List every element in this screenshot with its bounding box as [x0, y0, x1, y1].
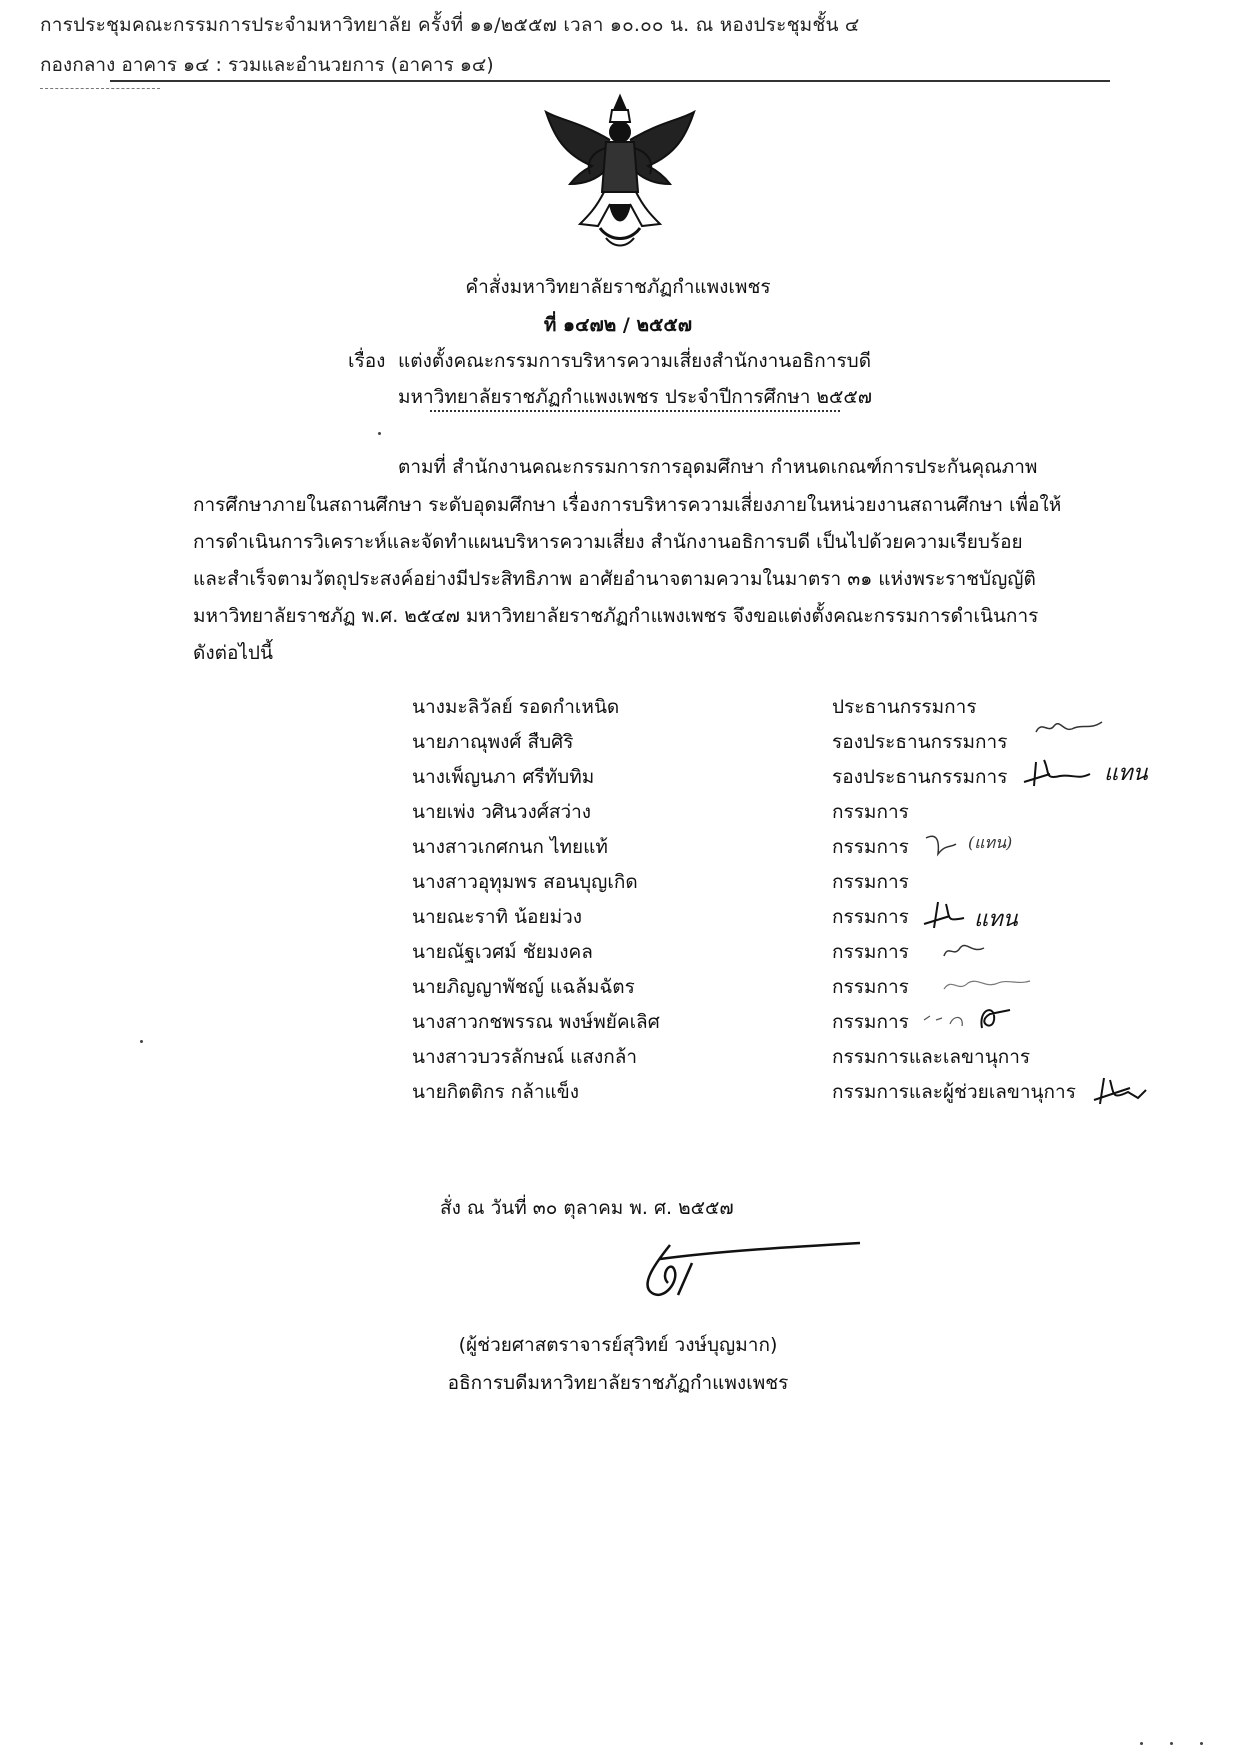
- dotted-divider: [430, 410, 840, 412]
- issue-date: สั่ง ณ วันที่ ๓๐ ตุลาคม พ. ศ. ๒๕๕๗: [440, 1197, 734, 1219]
- order-number: ที่ ๑๔๗๒ / ๒๕๕๗: [543, 314, 693, 336]
- order-title: คำสั่งมหาวิทยาลัยราชภัฏกำแพงเพชร: [465, 276, 771, 298]
- initials-signature-icon: [1020, 752, 1180, 792]
- initials-signature-icon: [920, 894, 1070, 934]
- initials-signature-icon: [1090, 1070, 1230, 1106]
- member-name: นายณะราทิ น้อยม่วง: [412, 906, 583, 928]
- member-role: กรรมการ: [832, 836, 909, 858]
- member-role: กรรมการและเลขานุการ: [832, 1046, 1031, 1068]
- member-role: รองประธานกรรมการ: [832, 766, 1008, 788]
- member-name: นายเพ่ง วศินวงศ์สว่าง: [412, 801, 592, 823]
- initials-signature-icon: [920, 998, 1060, 1034]
- member-role: กรรมการ: [832, 976, 909, 998]
- member-role: กรรมการ: [832, 871, 909, 893]
- garuda-emblem-icon: [540, 92, 700, 252]
- director-signature-icon: [630, 1235, 870, 1315]
- member-name: นางสาวเกศกนก ไทยแท้: [412, 836, 608, 858]
- initials-signature-icon: [920, 824, 1070, 860]
- scan-speck: [378, 432, 381, 435]
- scan-speck: [1140, 1742, 1143, 1745]
- body-line: การศึกษาภายในสถานศึกษา ระดับอุดมศึกษา เรื่องการบริหารความเสี่ยงภายในหน่วยงานสถานศึกษา เพื่อให้: [193, 494, 1062, 516]
- subject-label: เรื่อง: [348, 350, 386, 372]
- member-name: นายณัฐเวศม์ ชัยมงคล: [412, 941, 593, 963]
- signer-title: อธิการบดีมหาวิทยาลัยราชภัฏกำแพงเพชร: [447, 1372, 789, 1394]
- initials-signature-icon: [1030, 708, 1170, 744]
- handwritten-note: แทน: [974, 907, 1018, 932]
- member-name: นายภิญญาพัชญ์ แฉล้มฉัตร: [412, 976, 635, 998]
- header-rule: [110, 80, 1110, 82]
- department-stamp-line: กองกลาง อาคาร ๑๔ : รวมและอำนวยการ (อาคาร ๑๔): [40, 54, 494, 76]
- subject-text: แต่งตั้งคณะกรรมการบริหารความเสี่ยงสำนักงานอธิการบดี: [398, 350, 872, 372]
- body-line: และสำเร็จตามวัตถุประสงค์อย่างมีประสิทธิภาพ อาศัยอำนาจตามความในมาตรา ๓๑ แห่งพระราชบัญญัติ: [193, 568, 1036, 590]
- subject-line: [348, 346, 871, 376]
- member-name: นางมะลิวัลย์ รอดกำเหนิด: [412, 696, 620, 718]
- handwritten-note: แทน: [1104, 761, 1148, 786]
- initials-signature-icon: [938, 930, 1078, 966]
- member-role: กรรมการ: [832, 941, 909, 963]
- member-name: นายภาณุพงศ์ สืบศิริ: [412, 731, 574, 753]
- member-name: นายกิตติกร กล้าแข็ง: [412, 1081, 580, 1103]
- member-name: นางสาวอุทุมพร สอนบุญเกิด: [412, 871, 638, 893]
- signer-name: (ผู้ช่วยศาสตราจารย์สุวิทย์ วงษ์บุญมาก): [458, 1334, 778, 1356]
- member-role: กรรมการและผู้ช่วยเลขานุการ: [832, 1081, 1076, 1103]
- body-line: ตามที่ สำนักงานคณะกรรมการการอุดมศึกษา กำหนดเกณฑ์การประกันคุณภาพ: [398, 456, 1038, 478]
- member-role: ประธานกรรมการ: [832, 696, 977, 718]
- scan-speck: [1170, 1742, 1173, 1745]
- member-role: กรรมการ: [832, 1011, 909, 1033]
- member-name: นางสาวบวรลักษณ์ แสงกล้า: [412, 1046, 638, 1068]
- member-role: กรรมการ: [832, 801, 909, 823]
- handwritten-note: (แทน): [968, 833, 1013, 852]
- scan-speck: [140, 1040, 143, 1043]
- scan-speck: [1200, 1742, 1203, 1745]
- member-name: นางสาวกชพรรณ พงษ์พยัคเลิศ: [412, 1011, 660, 1033]
- member-role: กรรมการ: [832, 906, 909, 928]
- member-name: นางเพ็ญนภา ศรีทับทิม: [412, 766, 595, 788]
- body-line: ดังต่อไปนี้: [193, 642, 273, 664]
- body-line: มหาวิทยาลัยราชภัฏ พ.ศ. ๒๕๔๗ มหาวิทยาลัยราชภัฏกำแพงเพชร จึงขอแต่งตั้งคณะกรรมการดำเนินการ: [193, 605, 1039, 627]
- meeting-stamp-line: การประชุมคณะกรรมการประจำมหาวิทยาลัย ครั้งที่ ๑๑/๒๕๕๗ เวลา ๑๐.๐๐ น. ณ หองประชุมชั้น ๔: [40, 14, 860, 36]
- body-line: การดำเนินการวิเคราะห์และจัดทำแผนบริหารความเสี่ยง สำนักงานอธิการบดี เป็นไปด้วยความเรียบร้อย: [193, 531, 1023, 553]
- subject-text-continued: มหาวิทยาลัยราชภัฏกำแพงเพชร ประจำปีการศึกษา ๒๕๕๗: [398, 386, 872, 408]
- initials-signature-icon: [938, 965, 1078, 1001]
- header-rule-dashed: [40, 88, 160, 89]
- member-role: รองประธานกรรมการ: [832, 731, 1008, 753]
